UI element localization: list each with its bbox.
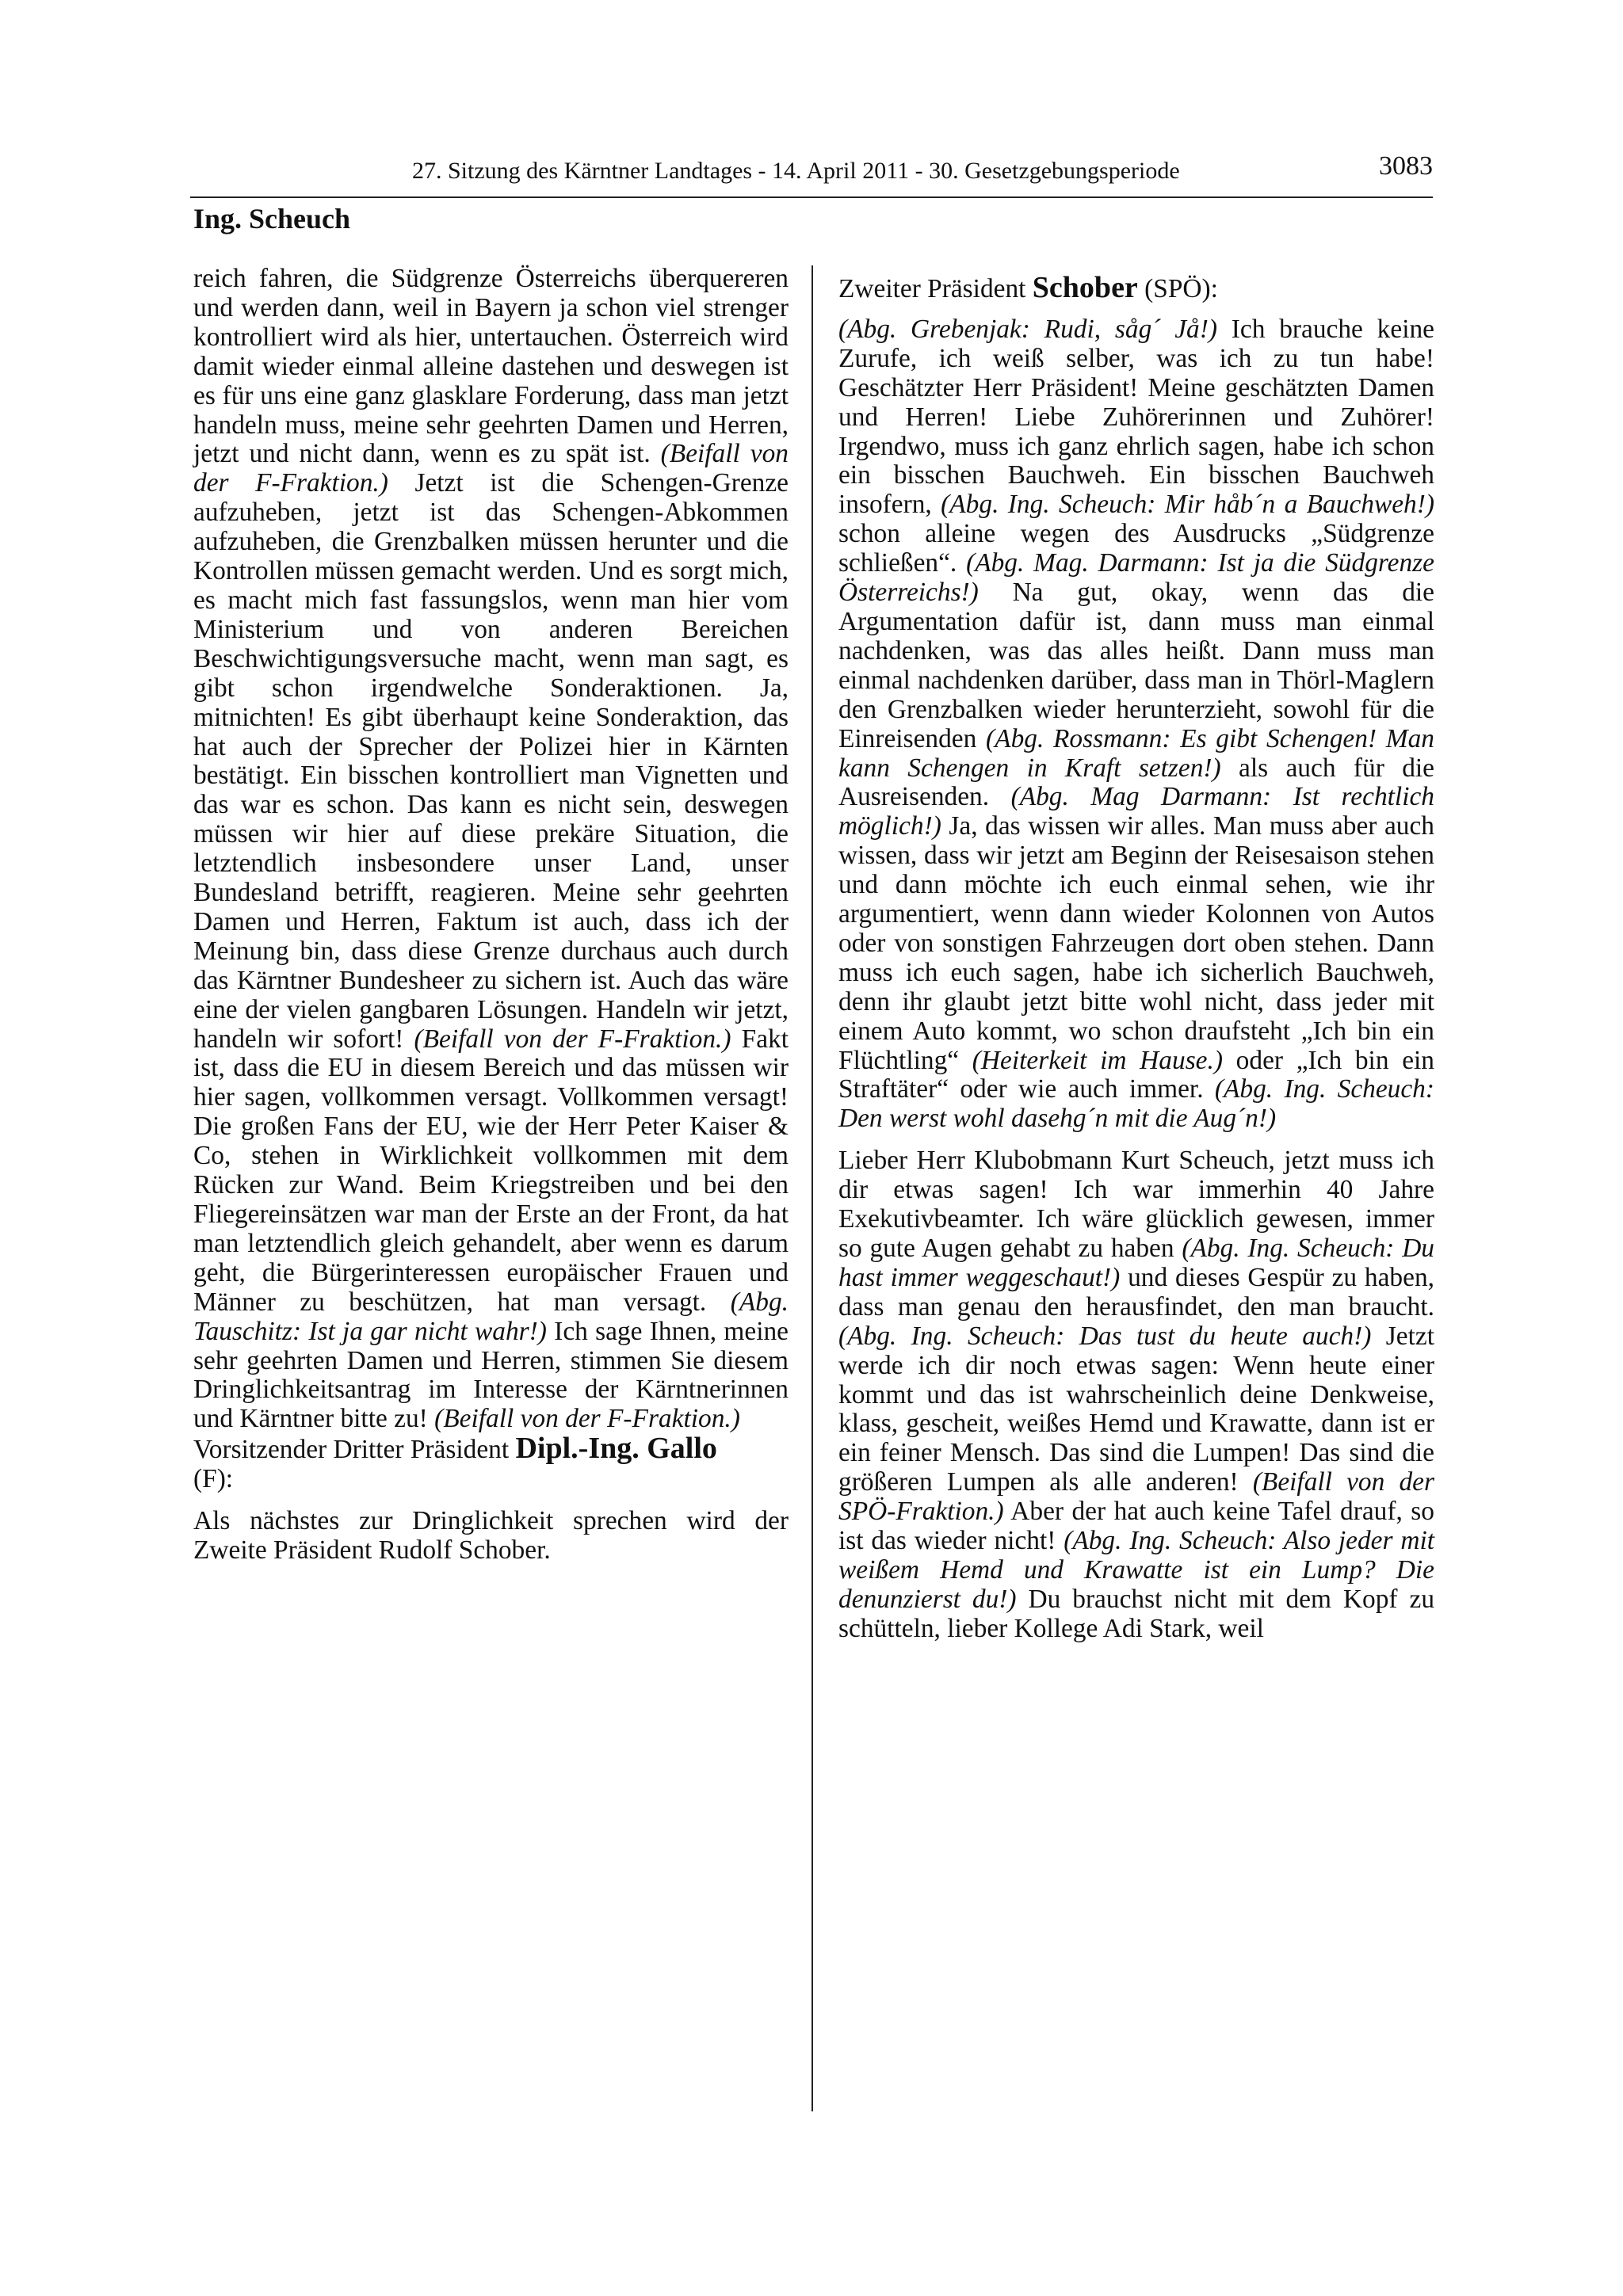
interjection: (Beifall von der SPÖ-Fraktion.) (838, 1467, 1434, 1527)
interjection: (Beifall von der F-Fraktion.) (193, 439, 789, 498)
interjection: (Abg. Ing. Scheuch: Das tust du heute auch!) (838, 1321, 1372, 1351)
chair-intro: Vorsitzender Dritter Präsident (193, 1435, 516, 1465)
text-run: und dieses Gespür zu haben, dass man genau den herausfindet, den man braucht. (838, 1262, 1434, 1322)
column-divider (812, 265, 813, 2111)
interjection: (Abg. Ing. Scheuch: Mir håb´n a Bauchweh!) (941, 490, 1434, 520)
chair-party: (F): (193, 1464, 234, 1494)
interjection: (Beifall von der F-Fraktion.) (414, 1024, 731, 1054)
text-run: als auch für die Ausreisenden. (838, 753, 1434, 812)
text-run: Ich brauche keine Zurufe, ich weiß selber, was ich zu tun habe! Geschätzter Herr Präsident! Meine geschätzten Damen und Herren! Liebe Zuhörerinnen und Zuhörer! Irgendwo, muss ich ganz ehrlich sagen, habe ich schon ein bisschen Bauchweh. Ein bisschen Bauchweh insofern, (838, 314, 1434, 520)
interjection: (Abg. Ing. Scheuch: Den werst wohl dasehg´n mit die Aug´n!) (838, 1074, 1434, 1134)
session-title: 27. Sitzung des Kärntner Landtages - 14. April 2011 - 30. Gesetzgebungsperiode (412, 158, 1180, 184)
text-run: Jetzt werde ich dir noch etwas sagen: Wenn heute einer kommt und das ist wahrscheinlich deine Denkweise, klass, gescheit, weißes Hemd und Krawatte, dann ist er ein feiner Mensch. Das sind die Lumpen! Das sind die größeren Lumpen als alle anderen! (838, 1321, 1434, 1497)
interjection: (Beifall von der F-Fraktion.) (434, 1404, 740, 1434)
chair-name: Dipl.-Ing. Gallo (515, 1432, 717, 1466)
interjection: (Abg. Mag Darmann: Ist rechtlich möglich!) (838, 782, 1434, 841)
interjection: (Abg. Rossmann: Es gibt Schengen! Man kann Schengen in Kraft setzen!) (838, 723, 1434, 783)
text-run: Ich sage Ihnen, meine sehr geehrten Damen und Herren, stimmen Sie diesem Dringlichkeitsantrag im Interesse der Kärntnerinnen und Kärntner bitte zu! (193, 1316, 789, 1434)
president-speaker-line (838, 273, 1434, 304)
left-paragraph-1 (193, 265, 789, 1434)
president-intro: Zweiter Präsident (838, 274, 1033, 303)
text-run: Jetzt ist die Schengen-Grenze aufzuheben, jetzt ist das Schengen-Abkommen aufzuheben, die Grenzbalken müssen herunter und die Kontrollen müssen gemacht werden. Und es sorgt mich, es macht mich fast fassungslos, wenn man hier vom Ministerium und von anderen Bereichen Beschwichtigungsversuche macht, wenn man sagt, es gibt schon irgendwelche Sonderaktionen. Ja, mitnichten! Es gibt überhaupt keine Sonderaktion, das hat auch der Sprecher der Polizei hier in Kärnten bestätigt. Ein bisschen kontrolliert man Vignetten und das war es schon. Das kann es nicht sein, deswegen müssen wir hier auf diese prekäre Situation, die letztendlich insbesondere unser Land, unser Bundesland betrifft, reagieren. Meine sehr geehrten Damen und Herren, Faktum ist auch, dass ich der Meinung bin, dass diese Grenze durchaus auch durch das Kärntner Bundesheer zu sichern ist. Auch das wäre eine der vielen gangbaren Lösungen. Handeln wir jetzt, handeln wir sofort! (193, 468, 789, 1054)
right-column (838, 273, 1434, 1644)
president-party: (SPÖ): (1137, 274, 1218, 303)
page-number: 3083 (1379, 151, 1433, 181)
text-run: Na gut, okay, wenn das die Argumentation dafür ist, dann muss man einmal nachdenken, was das alles heißt. Dann muss man einmal nachdenken darüber, dass man in Thörl-Maglern den Grenzbalken wieder herunterzieht, sowohl für die Einreisenden (838, 578, 1434, 753)
interjection: (Abg. Ing. Scheuch: Also jeder mit weißem Hemd und Krawatte ist ein Lump? Die denunzierst du!) (838, 1526, 1434, 1614)
header-rule (190, 196, 1433, 198)
interjection: (Abg. Mag. Darmann: Ist ja die Südgrenze Österreichs!) (838, 548, 1434, 608)
interjection: (Abg. Grebenjak: Rudi, såg´ Jå!) (838, 314, 1217, 344)
left-column (193, 265, 789, 1566)
text-run: Du brauchst nicht mit dem Kopf zu schütteln, lieber Kollege Adi Stark, weil (838, 1584, 1435, 1643)
president-name: Schober (1032, 271, 1138, 304)
right-paragraph-2 (838, 1146, 1434, 1643)
page-header (412, 151, 1433, 203)
interjection: (Heiterkeit im Hause.) (972, 1045, 1223, 1075)
interjection: (Abg. Ing. Scheuch: Du hast immer weggeschaut!) (838, 1234, 1434, 1292)
left-paragraph-2: Als nächstes zur Dringlichkeit sprechen wird der Zweite Präsident Rudolf Schober. (193, 1506, 789, 1565)
text-run: reich fahren, die Südgrenze Österreichs überquereren und werden dann, weil in Bayern ja schon viel strenger kontrolliert wird als hier, untertauchen. Österreich wird damit wieder einmal alleine dastehen und deswegen ist es für uns eine ganz glasklare Forderung, dass man jetzt handeln muss, meine sehr geehrten Damen und Herren, jetzt und nicht dann, wenn es zu spät ist. (193, 264, 789, 469)
text-run: Lieber Herr Klubobmann Kurt Scheuch, jetzt muss ich dir etwas sagen! Ich war immerhin 40 Jahre Exekutivbeamter. Ich wäre glücklich gewesen, immer so gute Augen gehabt zu haben (838, 1146, 1434, 1263)
chair-speaker-line (193, 1434, 789, 1494)
text-run: Ja, das wissen wir alles. Man muss aber auch wissen, dass wir jetzt am Beginn der Reisesaison stehen und dann möchte ich euch einmal sehen, wie ihr argumentiert, wenn dann wieder Kolonnen von Autos oder von sonstigen Fahrzeugen dort oben stehen. Dann muss ich euch sagen, habe ich sicherlich Bauchweh, denn ihr glaubt jetzt bitte wohl nicht, dass jeder mit einem Auto kommt, wo schon draufsteht „Ich bin ein Flüchtling“ (838, 811, 1434, 1075)
text-run: oder „Ich bin ein Straftäter“ oder wie auch immer. (838, 1045, 1434, 1104)
right-paragraph-1 (838, 315, 1434, 1134)
text-run: schon alleine wegen des Ausdrucks „Südgrenze schließen“. (838, 519, 1434, 578)
text-run: Aber der hat auch keine Tafel drauf, so ist das wieder nicht! (838, 1497, 1434, 1556)
text-run: Fakt ist, dass die EU in diesem Bereich und das müssen wir hier sagen, vollkommen versagt. Vollkommen versagt! Die großen Fans der EU, wie der Herr Peter Kaiser & Co, stehen in Wirklichkeit vollkommen mit dem Rücken zur Wand. Beim Kriegstreiben und bei den Fliegereinsätzen war man der Erste an der Front, da hat man letztendlich gleich gehandelt, aber wenn es darum geht, die Bürgerinteressen europäischer Frauen und Männer zu beschützen, hat man versagt. (193, 1024, 789, 1317)
interjection: (Abg. Tauschitz: Ist ja gar nicht wahr!) (193, 1287, 789, 1346)
speaker-name: Ing. Scheuch (193, 203, 351, 235)
